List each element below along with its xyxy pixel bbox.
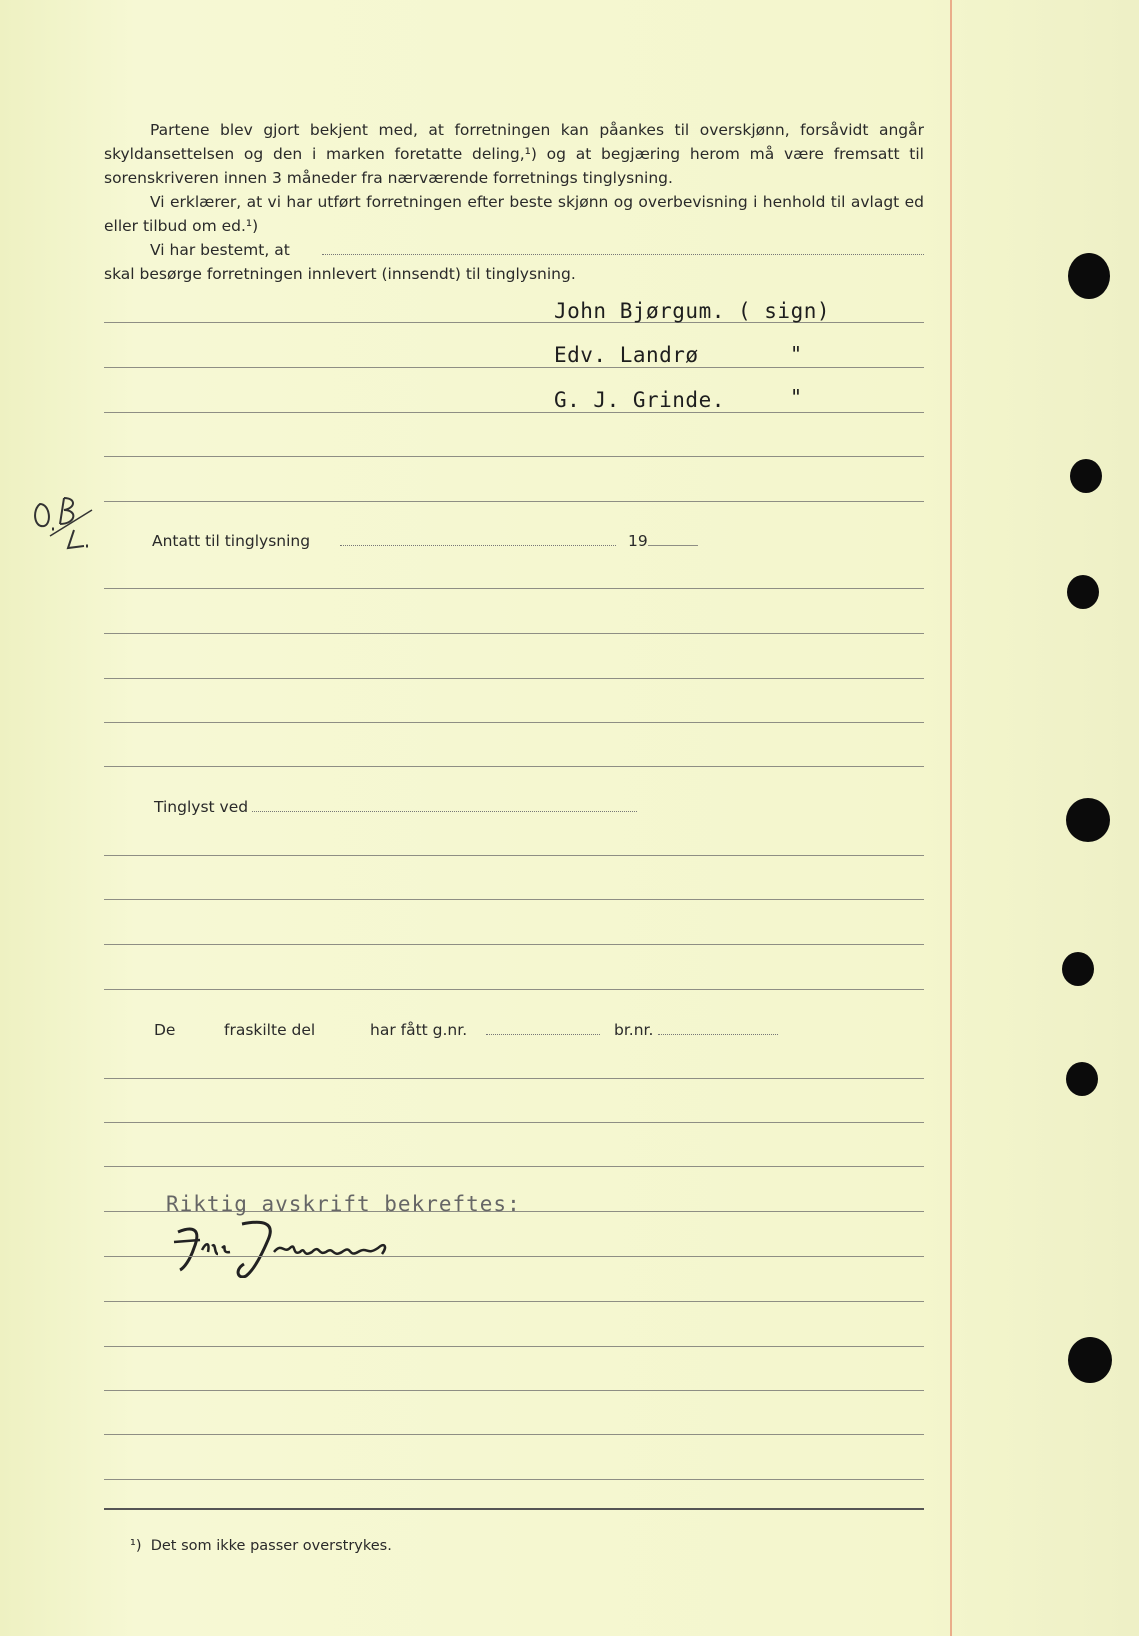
signature-line: [104, 367, 924, 368]
handwritten-signature: [172, 1218, 402, 1282]
parcel-line: [104, 1078, 924, 1079]
parcel-line: [104, 1166, 924, 1167]
brnr-fill-line: [658, 1034, 778, 1035]
registration-line: [104, 588, 924, 589]
parcel-line: [104, 1122, 924, 1123]
margin-rule: [950, 0, 952, 1636]
registration-line: [104, 722, 924, 723]
certification-line: [104, 1434, 924, 1435]
certification-line: [104, 1301, 924, 1302]
certification-line: [104, 1479, 924, 1480]
parcel-de-label: De: [154, 1021, 176, 1039]
punch-hole: [1066, 798, 1110, 842]
gnr-fill-line: [486, 1034, 600, 1035]
appointed-fill-line: [322, 254, 924, 255]
antatt-label: Antatt til tinglysning: [152, 532, 311, 550]
signature-line: [104, 412, 924, 413]
footnote-marker: ¹): [130, 1538, 142, 1554]
declaration-paragraph-2: Vi erklærer, at vi har utført forretningen efter beste skjønn og overbevisning i henhold til avlagt ed eller tilbud om ed.¹): [104, 193, 924, 235]
registration-line: [104, 766, 924, 767]
signatory-2: Edv. Landrø: [554, 343, 699, 367]
tinglyst-line: [104, 989, 924, 990]
registration-line: [104, 633, 924, 634]
certification-line: [104, 1390, 924, 1391]
certification-line: [104, 1256, 924, 1257]
footnote-separator: [104, 1508, 924, 1510]
margin-note: [30, 496, 100, 560]
parcel-fraskilte-label: fraskilte del: [224, 1021, 316, 1039]
signature-line: [104, 456, 924, 457]
parcel-brnr-label: br.nr.: [614, 1021, 654, 1039]
certification-text: Riktig avskrift bekreftes:: [166, 1192, 521, 1216]
footnote: [130, 1538, 392, 1554]
tinglyst-line: [104, 855, 924, 856]
antatt-fill-line: [340, 545, 616, 546]
signatory-3: G. J. Grinde.: [554, 388, 725, 412]
tinglyst-line: [104, 899, 924, 900]
antatt-year-prefix: 19: [628, 532, 648, 550]
footnote-text: Det som ikke passer overstrykes.: [150, 1538, 392, 1554]
certification-line: [104, 1346, 924, 1347]
ditto-mark: ": [790, 342, 803, 366]
punch-hole: [1066, 1062, 1098, 1096]
punch-hole: [1068, 1337, 1112, 1383]
submission-text: skal besørge forretningen innlevert (innsendt) til tinglysning.: [104, 265, 576, 283]
signature-line: [104, 501, 394, 502]
appointed-label: Vi har bestemt, at: [150, 241, 290, 259]
declaration-paragraph-1: Partene blev gjort bekjent med, at forretningen kan påankes til overskjønn, forsåvidt angår skyldansettelsen og den i marken foretatte deling,¹) og at begjæring herom må være fremsatt til sorenskriveren innen 3 måneder fra nærværende forretnings tinglysning.: [104, 121, 924, 187]
tinglyst-line: [104, 944, 924, 945]
punch-hole: [1068, 253, 1110, 299]
punch-hole: [1062, 952, 1094, 986]
tinglyst-fill-line: [252, 811, 637, 812]
punch-hole: [1067, 575, 1099, 609]
ditto-mark: ": [790, 385, 803, 409]
parcel-gnr-label: har fått g.nr.: [370, 1021, 468, 1039]
tinglyst-label: Tinglyst ved: [154, 798, 249, 816]
antatt-year-line: [648, 545, 698, 546]
signatory-1: John Bjørgum. ( sign): [554, 299, 831, 323]
punch-hole: [1070, 459, 1102, 493]
registration-line: [104, 678, 924, 679]
signature-line: [394, 501, 924, 502]
